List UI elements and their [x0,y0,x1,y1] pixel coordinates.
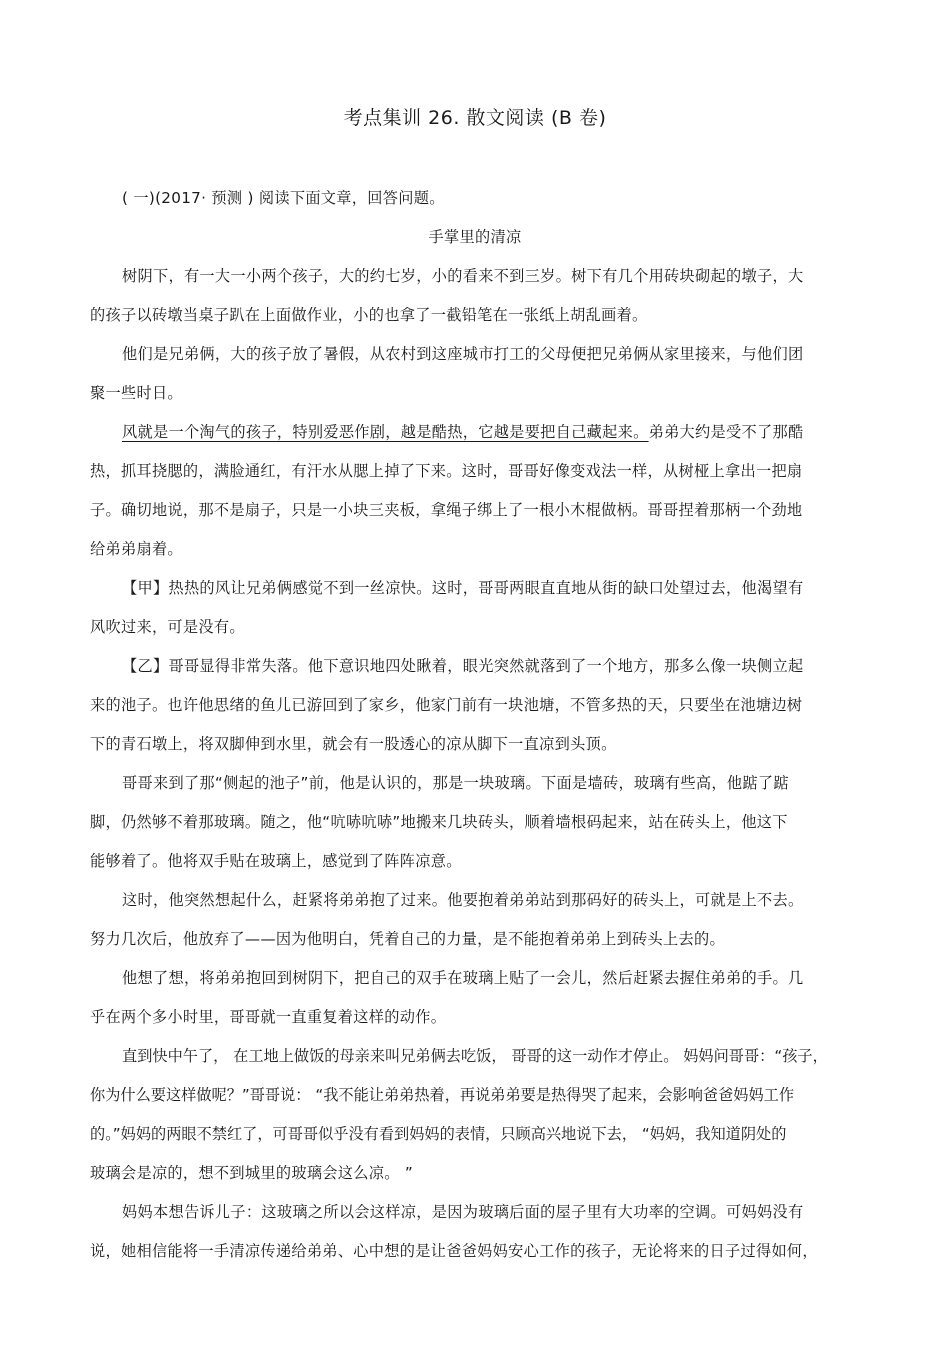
essay-line: 他想了想，将弟弟抱回到树阴下，把自己的双手在玻璃上贴了一会儿，然后赶紧去握住弟弟的手。几 [122,969,804,987]
essay-line: 聚一些时日。 [90,384,183,402]
essay-line: 能够着了。他将双手贴在玻璃上，感觉到了阵阵凉意。 [90,852,462,870]
essay-line: 他们是兄弟俩，大的孩子放了暑假，从农村到这座城市打工的父母便把兄弟俩从家里接来，与他们团 [122,345,804,363]
essay-line: 树阴下，有一大一小两个孩子，大的约七岁，小的看来不到三岁。树下有几个用砖块砌起的墩子，大 [122,267,804,285]
essay-line: 玻璃会是凉的，想不到城里的玻璃会这么凉。 ” [90,1164,414,1182]
essay-line: 这时，他突然想起什么，赶紧将弟弟抱了过来。他要抱着弟弟站到那码好的砖头上，可就是上不去。 [122,891,804,909]
essay-line: 脚，仍然够不着那玻璃。随之，他“吭哧吭哧”地搬来几块砖头，顺着墙根码起来，站在砖头上，他这下 [90,813,788,831]
page-title: 考点集训 26. 散文阅读 (B 卷) [343,107,607,129]
essay-line: 热，抓耳挠腮的，满脸通红，有汗水从腮上掉了下来。这时，哥哥好像变戏法一样，从树桠上拿出一把扇 [90,462,803,480]
essay-line: 给弟弟扇着。 [90,540,183,558]
essay-line: 乎在两个多小时里，哥哥就一直重复着这样的动作。 [90,1008,447,1026]
essay-line: 【乙】哥哥显得非常失落。他下意识地四处瞅着，眼光突然就落到了一个地方，那多么像一块侧立起 [122,657,804,675]
essay-line: 的。”妈妈的两眼不禁红了，可哥哥似乎没有看到妈妈的表情，只顾高兴地说下去， “妈妈，我知道阴处的 [90,1125,787,1143]
essay-line: 说，她相信能将一手清凉传递给弟弟、心中想的是让爸爸妈妈安心工作的孩子，无论将来的日子过得如何， [90,1242,818,1260]
essay-title: 手掌里的清凉 [428,228,522,246]
essay-line: 努力几次后，他放弃了——因为他明白，凭着自己的力量，是不能抱着弟弟上到砖头上去的。 [90,930,725,948]
essay-line: 直到快中午了， 在工地上做饭的母亲来叫兄弟俩去吃饭， 哥哥的这一动作才停止。 妈妈问哥哥：“孩子， [122,1047,828,1065]
underlined-sentence: 风就是一个淘气的孩子，特别爱恶作剧，越是酷热，它越是要把自己藏起来。 [122,423,649,441]
question-intro: ( 一)(2017· 预测 ) 阅读下面文章，回答问题。 [122,189,445,207]
essay-line: 哥哥来到了那“侧起的池子”前，他是认识的，那是一块玻璃。下面是墙砖，玻璃有些高，他踮了踮 [122,774,789,792]
essay-line: 子。确切地说，那不是扇子，只是一小块三夹板，拿绳子绑上了一根小木棍做柄。哥哥捏着那柄一个劲地 [90,501,803,519]
essay-line-tail: 弟弟大约是受不了那酷 [648,423,804,441]
essay-line: 你为什么要这样做呢？”哥哥说： “我不能让弟弟热着，再说弟弟要是热得哭了起来，会影响爸爸妈妈工作 [90,1086,795,1104]
essay-line: 【甲】热热的风让兄弟俩感觉不到一丝凉快。这时，哥哥两眼直直地从街的缺口处望过去，他渴望有 [122,579,804,597]
essay-line: 下的青石墩上，将双脚伸到水里，就会有一股透心的凉从脚下一直凉到头顶。 [90,735,617,753]
essay-line-underlined [122,422,803,442]
essay-line: 妈妈本想告诉儿子：这玻璃之所以会这样凉，是因为玻璃后面的屋子里有大功率的空调。可妈妈没有 [122,1203,804,1221]
essay-line: 风吹过来，可是没有。 [90,618,245,636]
essay-line: 来的池子。也许他思绪的鱼儿已游回到了家乡，他家门前有一块池塘，不管多热的天，只要坐在池塘边树 [90,696,803,714]
essay-line: 的孩子以砖墩当桌子趴在上面做作业，小的也拿了一截铅笔在一张纸上胡乱画着。 [90,306,648,324]
